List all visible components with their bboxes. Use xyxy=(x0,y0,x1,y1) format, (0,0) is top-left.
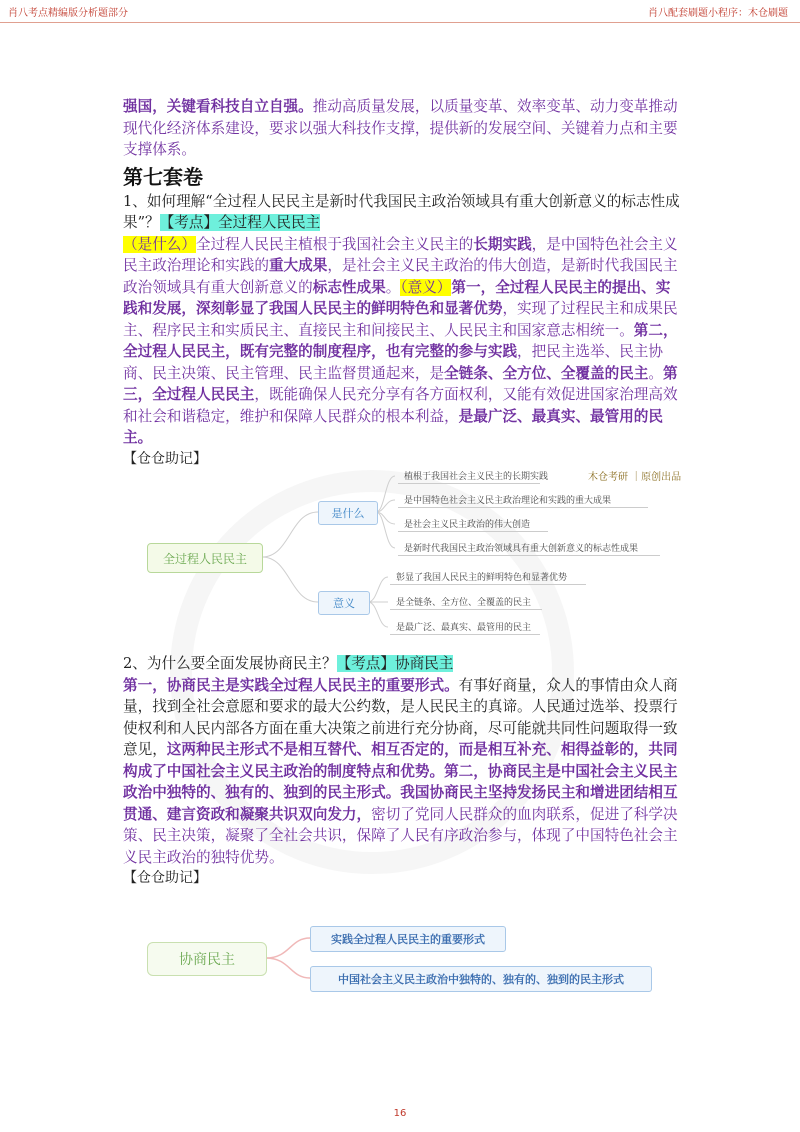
intro-paragraph xyxy=(123,96,683,161)
q1-meaning-tag: （意义） xyxy=(400,278,452,296)
q1-question xyxy=(123,191,683,234)
q1-m2-rest: ，把民主选举、民主协商、民主决策、民主管理、民主监督贯通起来，是 xyxy=(123,343,663,382)
q2-answer xyxy=(123,675,683,869)
mindmap-q1-leaf: 是最广泛、最真实、最管用的民主 xyxy=(396,623,532,633)
q2-p1-bold2: 这两种民主形式不是相互替代、相互否定的，而是相互补充、相得益彰的，共同构成了中国社会主义民主政治的制度特点和优势。 xyxy=(123,741,678,780)
q1-what-g: 。 xyxy=(385,278,401,296)
q2-body xyxy=(123,653,683,890)
mindmap-q1-branch-meaning: 意义 xyxy=(318,591,370,615)
mindmap-q1-leaf: 是新时代我国民主政治领域具有重大创新意义的标志性成果 xyxy=(404,544,639,554)
q2-question xyxy=(123,653,683,675)
q1-tag: 【考点】全过程人民民主 xyxy=(159,214,321,231)
mindmap-q2-root: 协商民主 xyxy=(147,942,267,976)
page-header xyxy=(0,0,800,23)
q1-note-label: 【仓仓助记】 xyxy=(123,450,207,467)
q1-m3-bold2: 是最广泛、最真实、最管用的民主。 xyxy=(123,407,663,446)
page-number: 16 xyxy=(393,1108,407,1119)
mindmap-q1-leaf-underline xyxy=(398,555,660,556)
q1-what-a: 全过程人民民主植根于我国社会主义民主的 xyxy=(195,235,474,253)
header-left-title: 肖八考点精编版分析题部分 xyxy=(8,8,128,19)
q1-what-d: 重大成果 xyxy=(268,257,328,274)
section-title: 第七套卷 xyxy=(123,164,203,189)
q1-m2-bold2: 全链条、全方位、全覆盖的民主 xyxy=(444,364,649,382)
intro-rest: 推动高质量发展，以质量变革、效率变革、动力变革推动现代化经济体系建设，要求以强大科技作支撑，提供新的发展空间、关键着力点和主要支撑体系。 xyxy=(123,98,678,158)
q1-m2-bold: 第二，全过程人民民主，既有完整的制度程序，也有完整的参与实践 xyxy=(123,321,678,360)
mindmap-q1-branch-what: 是什么 xyxy=(318,501,378,525)
q2-question-text: 2、为什么要全面发展协商民主？ xyxy=(123,655,337,672)
q1-m1-bold: 第一，全过程人民民主的提出、实践和发展，深刻彰显了我国人民民主的鲜明特色和显著优势 xyxy=(123,278,671,317)
intro-bold: 强国，关键看科技自立自强。 xyxy=(123,98,313,115)
q1-what-c: ，是中国特色社会主义民主政治理论和实践的 xyxy=(123,235,678,274)
q1-what-f: 标志性成果 xyxy=(312,278,386,296)
header-right-title: 肖八配套刷题小程序：木仓刷题 xyxy=(648,8,788,19)
mindmap-q2-leaf: 中国社会主义民主政治中独特的、独有的、独到的民主形式 xyxy=(310,966,652,992)
mindmap-q1-leaf-underline xyxy=(398,507,648,508)
mindmap-q1-leaf: 是社会主义民主政治的伟大创造 xyxy=(404,520,531,530)
mindmap-q1-leaf: 是中国特色社会主义民主政治理论和实践的重大成果 xyxy=(404,496,612,506)
q2-p2-rest: 密切了党同人民群众的血肉联系，促进了科学决策、民主决策，凝聚了全社会共识，保障了人民有序政治参与，体现了中国特色社会主义民主政治的独特优势。 xyxy=(123,805,678,866)
mindmap-q1-leaf: 是全链条、全方位、全覆盖的民主 xyxy=(396,598,532,608)
mindmap-q1-leaf: 植根于我国社会主义民主的长期实践 xyxy=(404,472,549,482)
q1-m1-rest: ，实现了过程民主和成果民主、程序民主和实质民主、直接民主和间接民主、人民民主和国家意志相统一。 xyxy=(123,300,678,339)
q1-what-e: ，是社会主义民主政治的伟大创造，是新时代我国民主政治领域具有重大创新意义的 xyxy=(123,257,678,296)
mindmap-q2-leaf: 实践全过程人民民主的重要形式 xyxy=(310,926,506,952)
q1-m2-end: 。 xyxy=(648,364,664,382)
q1-what-b: 长期实践 xyxy=(473,235,532,253)
q1-question-text: 1、如何理解“全过程人民民主是新时代我国民主政治领域具有重大创新意义的标志性成果”？ xyxy=(123,192,680,231)
q2-tag: 【考点】协商民主 xyxy=(336,655,454,672)
mindmap-q1-leaf-underline xyxy=(398,531,548,532)
document-body xyxy=(123,96,683,470)
q1-m3-rest: ，既能确保人民充分享有各方面权利，又能有效促进国家治理高效和社会和谐稳定，维护和保障人民群众的根本利益， xyxy=(123,386,678,425)
q2-p1-rest: 有事好商量，众人的事情由众人商量，找到全社会意愿和要求的最大公约数，是人民民主的真谛。人民通过选举、投票行使权利和人民内部各方面在重大决策之前进行充分协商，尽可能就共同性问题取得一致意见， xyxy=(123,676,678,758)
q2-p1-bold: 第一，协商民主是实践全过程人民民主的重要形式。 xyxy=(123,676,459,694)
q2-note-label: 【仓仓助记】 xyxy=(123,870,207,886)
mindmap-q1-leaf-underline xyxy=(390,584,586,585)
q2-p2-bold: 第二，协商民主是中国社会主义民主政治中独特的、独有的、独到的民主形式。我国协商民主坚持发扬民主和增进团结相互贯通、建言资政和凝聚共识双向发力， xyxy=(123,762,678,823)
mindmap-q1-leaf-underline xyxy=(390,634,540,635)
mindmap-q1-leaf-underline xyxy=(390,609,542,610)
q1-m3-bold: 第三，全过程人民民主 xyxy=(123,364,678,403)
mindmap-q1-leaf: 彰显了我国人民民主的鲜明特色和显著优势 xyxy=(396,573,568,583)
mindmap-q1-credit: 木仓考研 ｜原创出品 xyxy=(588,472,682,483)
mindmap-q1-leaf-underline xyxy=(398,483,540,484)
q1-answer xyxy=(123,234,683,449)
mindmap-q1-root: 全过程人民民主 xyxy=(147,543,263,573)
q1-what-tag: （是什么） xyxy=(123,235,196,253)
